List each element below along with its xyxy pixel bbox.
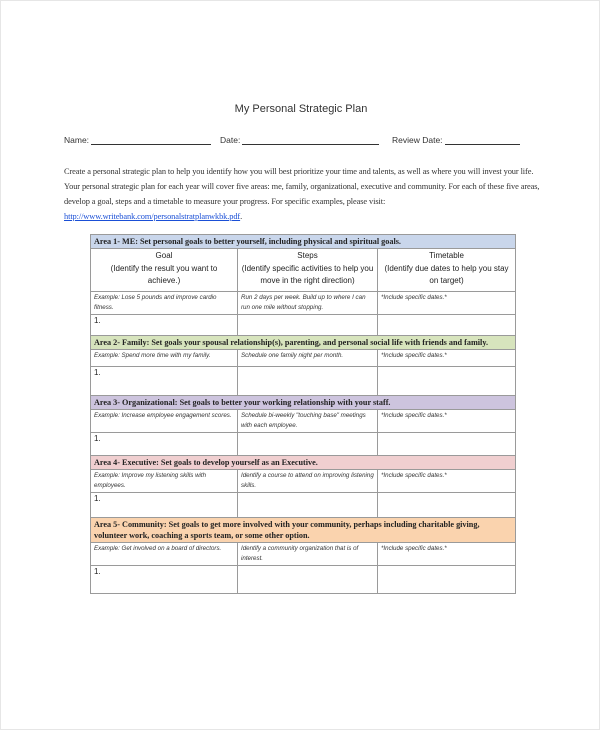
entry-steps-cell[interactable] <box>238 566 378 594</box>
example-row <box>91 350 516 367</box>
entry-row <box>91 566 516 594</box>
example-steps: Run 2 days per week. Build up to where I can run one mile without stopping. <box>238 292 378 315</box>
date-field <box>220 135 379 145</box>
example-goal: Example: Get involved on a board of directors. <box>91 543 238 566</box>
name-line[interactable] <box>91 135 211 145</box>
entry-goal-cell[interactable] <box>91 433 238 456</box>
entry-timetable-cell[interactable] <box>378 433 516 456</box>
name-label: Name: <box>64 135 90 145</box>
example-steps: Schedule one family night per month. <box>238 350 378 367</box>
area-header: Area 4- Executive: Set goals to develop yourself as an Executive. <box>91 456 516 470</box>
entry-goal-cell[interactable] <box>91 315 238 336</box>
entry-number: 1. <box>94 368 101 377</box>
example-goal: Example: Increase employee engagement scores. <box>91 410 238 433</box>
area-header: Area 1- ME: Set personal goals to better yourself, including physical and spiritual goals. <box>91 235 516 249</box>
entry-number: 1. <box>94 494 101 503</box>
review-date-line[interactable] <box>445 135 520 145</box>
example-row <box>91 470 516 493</box>
entry-goal-cell[interactable] <box>91 566 238 594</box>
area-2-header-row <box>91 336 516 350</box>
area-header: Area 3- Organizational: Set goals to better your working relationship with your staff. <box>91 396 516 410</box>
intro-paragraph <box>64 164 544 224</box>
entry-goal-cell[interactable] <box>91 367 238 396</box>
date-line[interactable] <box>242 135 379 145</box>
review-date-field <box>392 135 520 145</box>
example-timetable: *Include specific dates.* <box>378 410 516 433</box>
area-5-header-row <box>91 518 516 543</box>
entry-number: 1. <box>94 316 101 325</box>
example-timetable: *Include specific dates.* <box>378 350 516 367</box>
steps-column-header: Steps (Identify specific activities to help you move in the right direction) <box>238 249 378 292</box>
area-4-header-row <box>91 456 516 470</box>
review-date-label: Review Date: <box>392 135 443 145</box>
entry-row <box>91 433 516 456</box>
entry-timetable-cell[interactable] <box>378 315 516 336</box>
entry-steps-cell[interactable] <box>238 433 378 456</box>
example-goal: Example: Lose 5 pounds and improve cardio fitness. <box>91 292 238 315</box>
document-title: My Personal Strategic Plan <box>234 103 368 115</box>
timetable-column-header: Timetable (Identify due dates to help you stay on target) <box>378 249 516 292</box>
date-label: Date: <box>220 135 241 145</box>
example-timetable: *Include specific dates.* <box>378 470 516 493</box>
entry-steps-cell[interactable] <box>238 493 378 518</box>
name-field <box>64 135 211 145</box>
entry-timetable-cell[interactable] <box>378 367 516 396</box>
entry-timetable-cell[interactable] <box>378 493 516 518</box>
entry-timetable-cell[interactable] <box>378 566 516 594</box>
entry-goal-cell[interactable] <box>91 493 238 518</box>
column-header-row <box>91 249 516 292</box>
goal-column-header: Goal (Identify the result you want to achieve.) <box>91 249 238 292</box>
entry-row <box>91 493 516 518</box>
example-timetable: *Include specific dates.* <box>378 292 516 315</box>
example-goal: Example: Spend more time with my family. <box>91 350 238 367</box>
entry-row <box>91 315 516 336</box>
intro-text: Create a personal strategic plan to help you identify how you will best prioritize your time and talents, as well as where you will invest your life. Your personal strategic plan for each year will cover five areas: me, family, organizational, executive and community. For each of these five areas, develop a goal, steps and a timetable to measure your progress. For specific examples, please visit: <box>64 167 540 206</box>
example-row <box>91 292 516 315</box>
example-row <box>91 410 516 433</box>
example-goal: Example: Improve my listening skills with employees. <box>91 470 238 493</box>
writebank-link[interactable]: http://www.writebank.com/personalstratplanwkbk.pdf <box>64 212 241 221</box>
example-steps: Schedule bi-weekly "touching base" meetings with each employee. <box>238 410 378 433</box>
entry-row <box>91 367 516 396</box>
example-row <box>91 543 516 566</box>
entry-number: 1. <box>94 434 101 443</box>
entry-steps-cell[interactable] <box>238 315 378 336</box>
strategic-plan-table <box>90 234 516 594</box>
area-header: Area 2- Family: Set goals your spousal relationship(s), parenting, and personal social life with friends and family. <box>91 336 516 350</box>
entry-number: 1. <box>94 567 101 576</box>
example-steps: Identify a course to attend on improving listening skills. <box>238 470 378 493</box>
form-fields <box>64 135 544 149</box>
area-1-header-row <box>91 235 516 249</box>
example-steps: Identify a community organization that is of interest. <box>238 543 378 566</box>
entry-steps-cell[interactable] <box>238 367 378 396</box>
area-header: Area 5- Community: Set goals to get more involved with your community, perhaps including charitable giving, volunteer work, coaching a sports team, or some other option. <box>91 518 516 543</box>
area-3-header-row <box>91 396 516 410</box>
intro-text-end: . <box>240 212 243 221</box>
example-timetable: *Include specific dates.* <box>378 543 516 566</box>
